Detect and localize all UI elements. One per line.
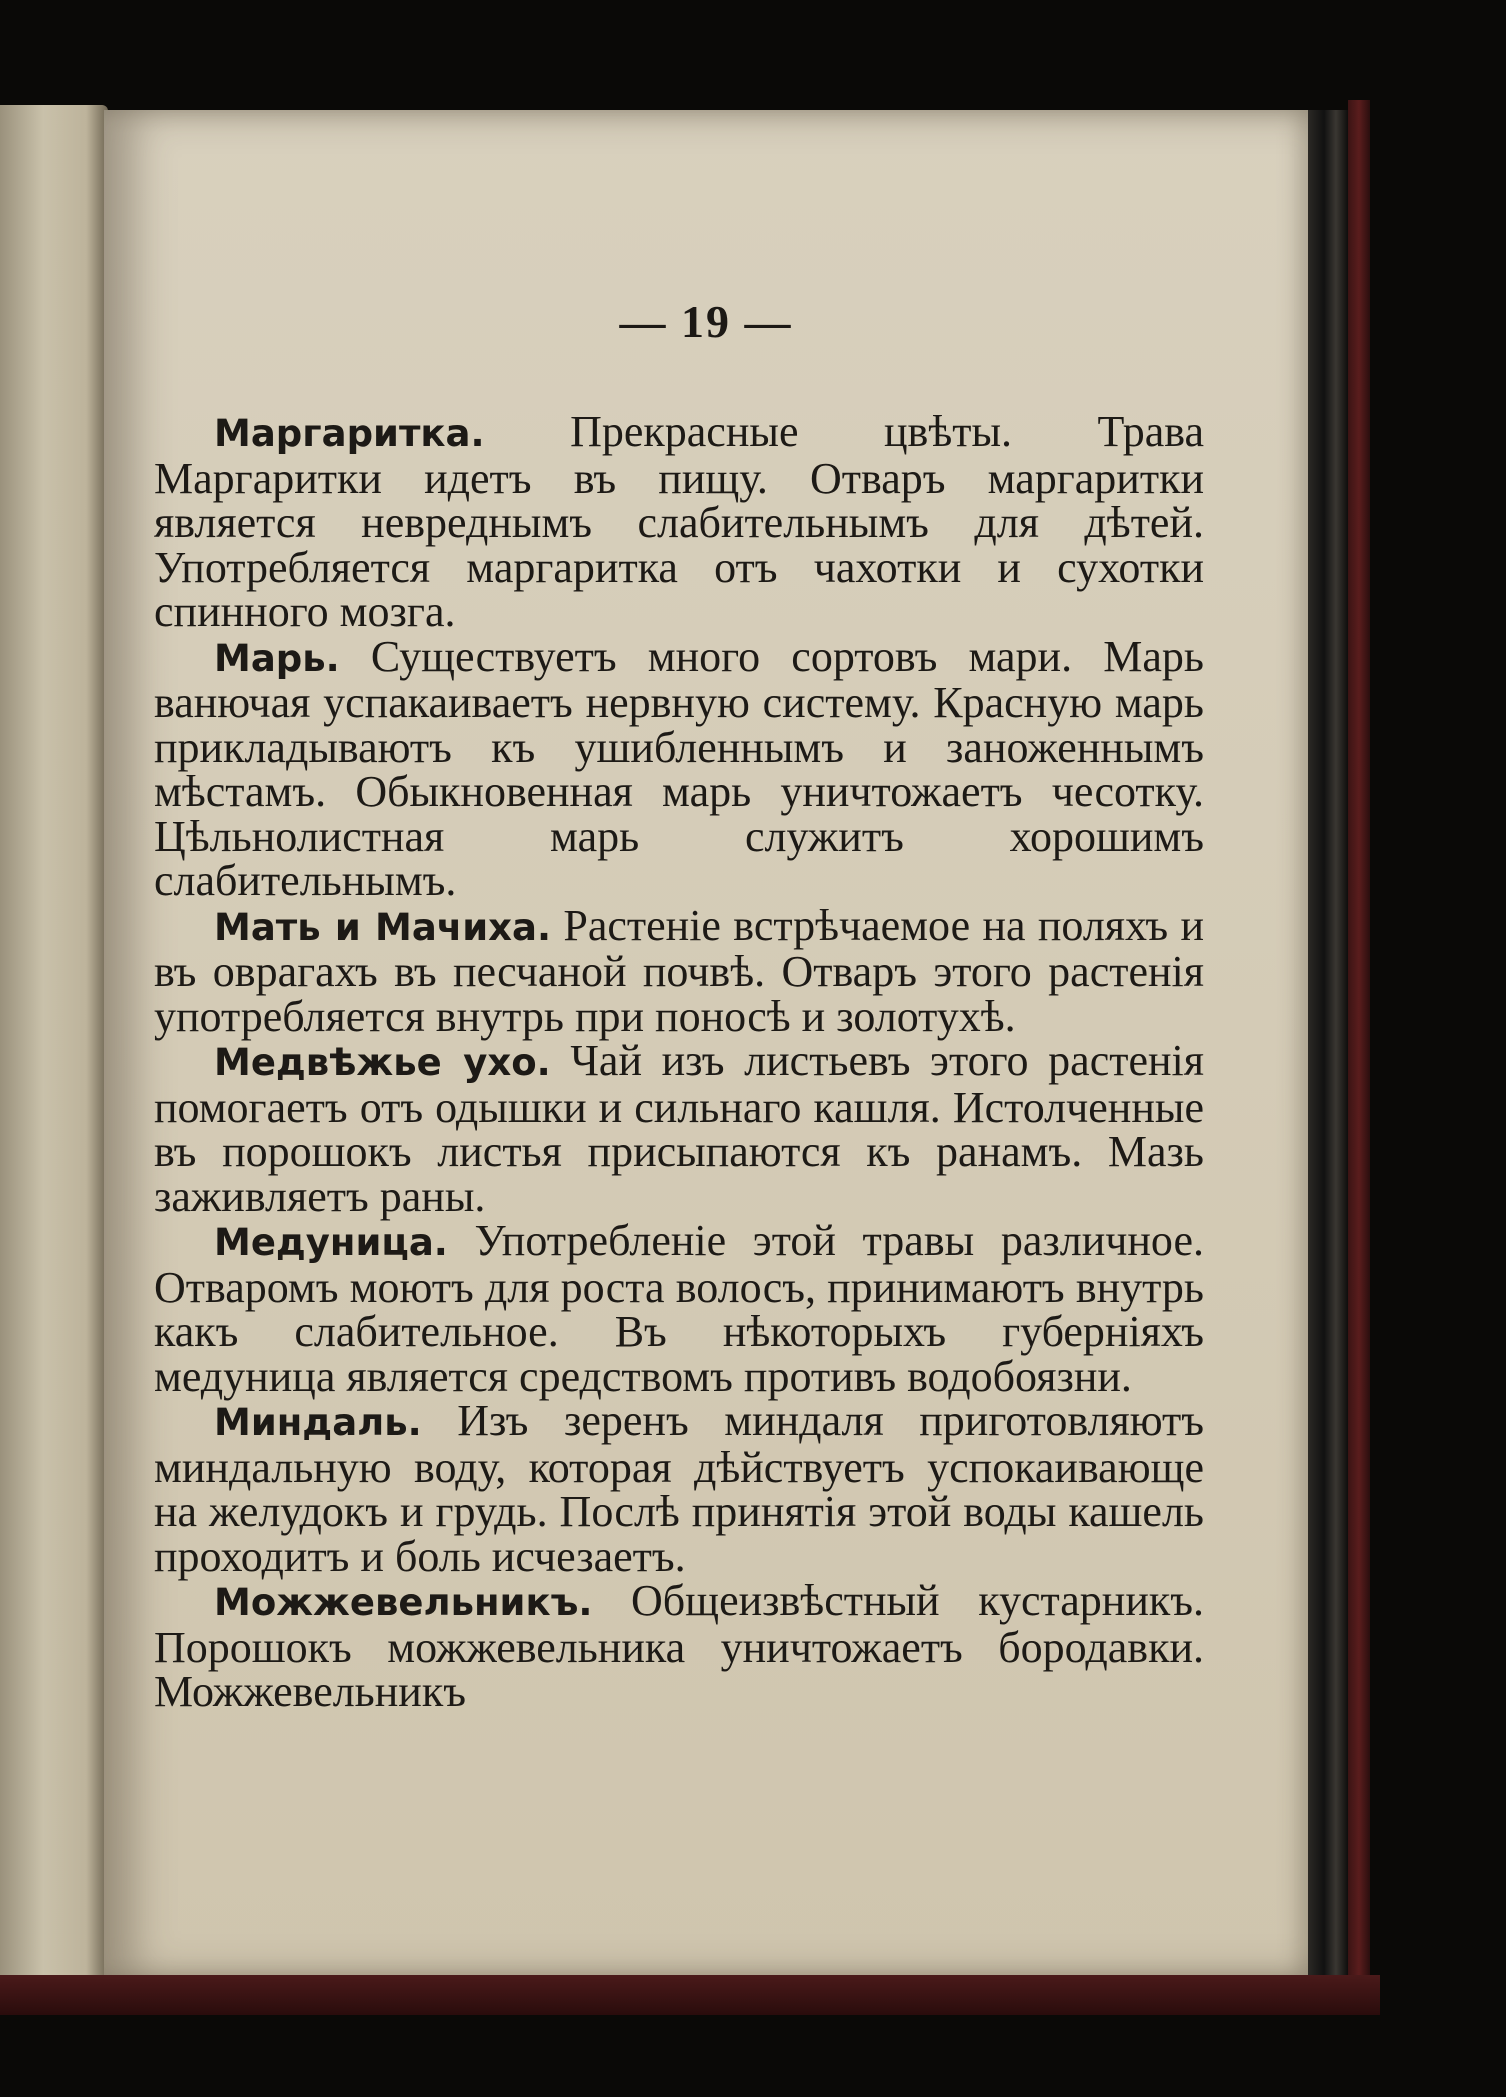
page-number: — 19 — [619, 296, 793, 347]
entry-text: Изъ зеренъ миндаля приготовляютъ миндальную воду, которая дѣйствуетъ успокаивающе на желудокъ и грудь. Послѣ принятія этой воды кашель проходитъ и боль исчезаетъ. [154, 1396, 1204, 1581]
entry-text: Чай изъ листьевъ этого растенія помогаетъ отъ одышки и сильнаго кашля. Истолченные въ порошокъ листья присыпаются къ ранамъ. Мазь заживляетъ раны. [154, 1036, 1204, 1221]
page-block-edge [1308, 110, 1348, 1978]
entry-mindal [154, 1396, 1204, 1581]
entry-mat-i-machikha [154, 900, 1204, 1041]
entry-term: Маргаритка. [214, 412, 485, 455]
entry-term: Миндаль. [214, 1401, 422, 1444]
entry-medvezhye-ukho [154, 1036, 1204, 1221]
left-page-edge [0, 105, 108, 1995]
entry-text: Прекрасные цвѣты. Трава Маргаритки идетъ въ пищу. Отваръ маргаритки является невреднымъ слабительнымъ для дѣтей. Употребляется маргаритка отъ чахотки и сухотки спинного мозга. [154, 407, 1204, 636]
entry-text: Употребленіе этой травы различное. Отваромъ моютъ для роста волосъ, принимаютъ внутрь какъ слабительное. Въ нѣкоторыхъ губерніяхъ медуница является средствомъ противъ водобоязни. [154, 1216, 1204, 1401]
entry-term: Марь. [214, 636, 340, 680]
entry-term: Можжевельникъ. [214, 1581, 593, 1624]
entry-mozhzhevelnik [154, 1576, 1204, 1716]
entry-medunitsa [154, 1216, 1204, 1401]
entry-term: Мать и Мачиха. [214, 905, 552, 949]
entry-text: Общеизвѣстный кустарникъ. Порошокъ можжевельника уничтожаетъ бородавки. Можжевельникъ [154, 1576, 1204, 1716]
page-text [154, 407, 1204, 1716]
entry-mar [154, 631, 1204, 905]
entry-term: Медвѣжье ухо. [214, 1041, 551, 1084]
book-cover-bottom [0, 1975, 1380, 2015]
entry-term: Медуница. [214, 1221, 448, 1264]
entry-text: Растеніе встрѣчаемое на поляхъ и въ оврагахъ въ песчаной почвѣ. Отваръ этого растенія употребляется внутрь при поносѣ и золотухѣ. [154, 900, 1204, 1041]
book-cover-edge [1348, 100, 1370, 2000]
entry-text: Существуетъ много сортовъ мари. Марь ванючая успакаиваетъ нервную систему. Красную марь прикладываютъ къ ушибленнымъ и заноженнымъ мѣстамъ. Обыкновенная марь уничтожаетъ чесотку. Цѣльнолистная марь служитъ хорошимъ слабительнымъ. [154, 631, 1204, 905]
entry-margaritka [154, 407, 1204, 636]
book-page [104, 110, 1308, 1978]
